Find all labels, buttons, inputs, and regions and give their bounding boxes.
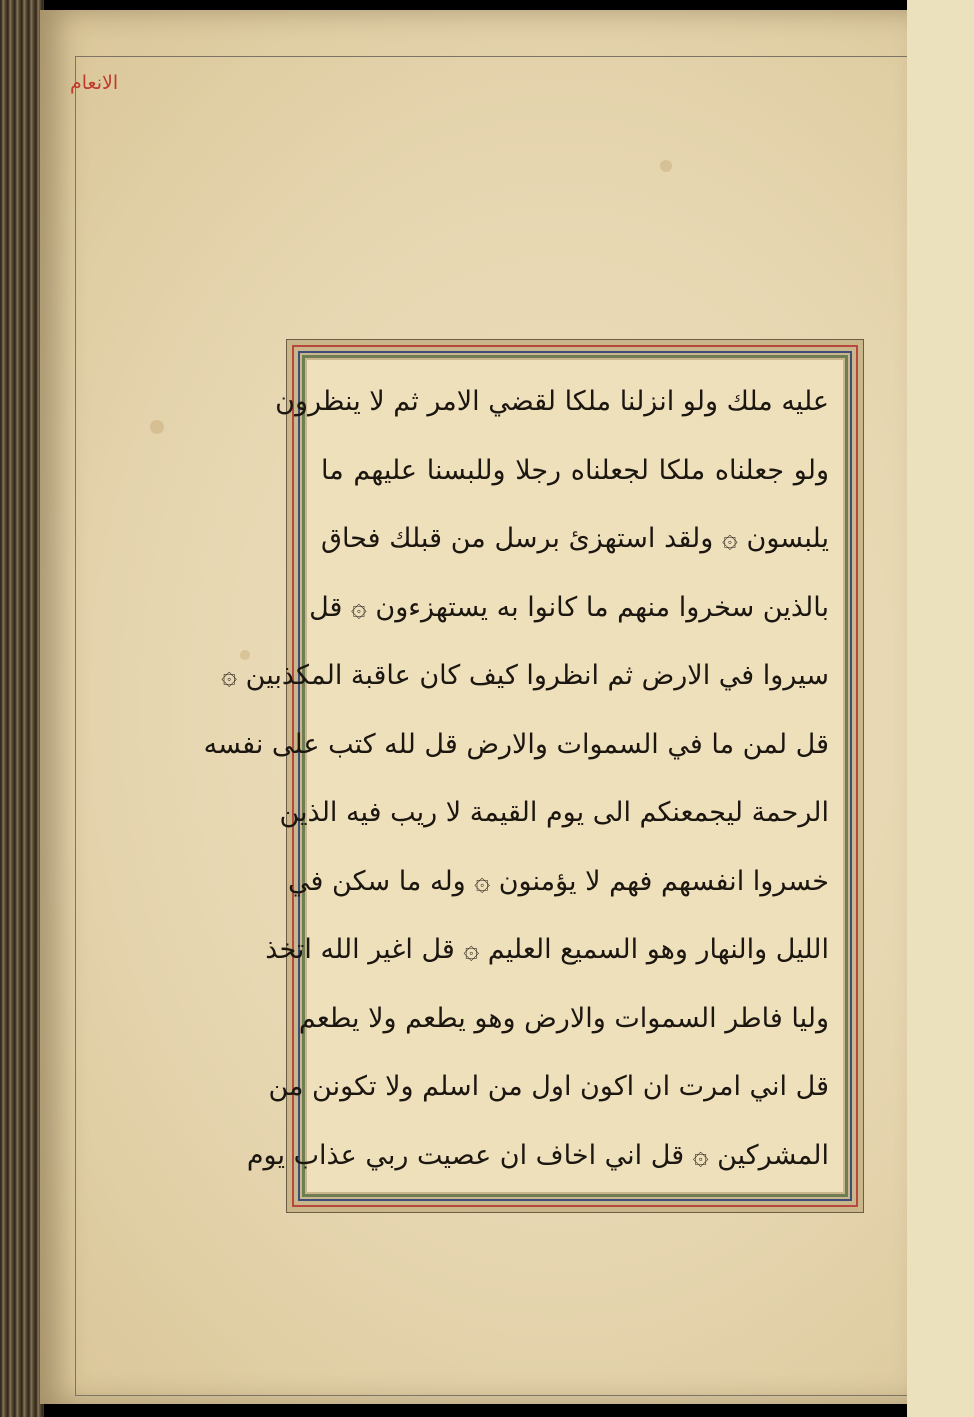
margin-rule-bottom xyxy=(75,1395,907,1396)
text-line-8: خسروا انفسهم فهم لا يؤمنون ۞ وله ما سكن في xyxy=(288,865,829,897)
text-line-6: قل لمن ما في السموات والارض قل لله كتب على نفسه xyxy=(203,728,829,760)
text-line-4: بالذين سخروا منهم ما كانوا به يستهزءون ۞ قل xyxy=(309,591,829,623)
text-line-12: المشركين ۞ قل اني اخاف ان عصيت ربي عذاب يوم xyxy=(246,1139,829,1171)
book-page-edges xyxy=(0,0,44,1417)
margin-rule-top xyxy=(75,56,907,57)
margin-rule-left xyxy=(75,56,76,1396)
text-line-7: الرحمة ليجمعنكم الى يوم القيمة لا ريب فيه الذين xyxy=(279,797,829,829)
paper-stain xyxy=(660,160,672,172)
text-line-5: سيروا في الارض ثم انظروا كيف كان عاقبة المكذبين ۞ xyxy=(221,660,829,692)
page-margin-strip xyxy=(907,0,974,1417)
text-panel xyxy=(203,339,864,1213)
text-line-1: عليه ملك ولو انزلنا ملكا لقضي الامر ثم لا ينظرون xyxy=(275,386,829,417)
text-line-9: الليل والنهار وهو السميع العليم ۞ قل اغير الله اتخذ xyxy=(265,934,829,966)
sura-heading: الانعام xyxy=(70,72,119,94)
text-line-10: وليا فاطر السموات والارض وهو يطعم ولا يطعم xyxy=(298,1002,829,1034)
text-block xyxy=(203,360,843,1192)
paper-stain xyxy=(150,420,164,434)
text-line-2: ولو جعلناه ملكا لجعلناه رجلا وللبسنا عليهم ما xyxy=(321,454,829,486)
text-line-3: يلبسون ۞ ولقد استهزئ برسل من قبلك فحاق xyxy=(321,523,829,555)
text-line-11: قل اني امرت ان اكون اول من اسلم ولا تكونن من xyxy=(268,1071,829,1103)
